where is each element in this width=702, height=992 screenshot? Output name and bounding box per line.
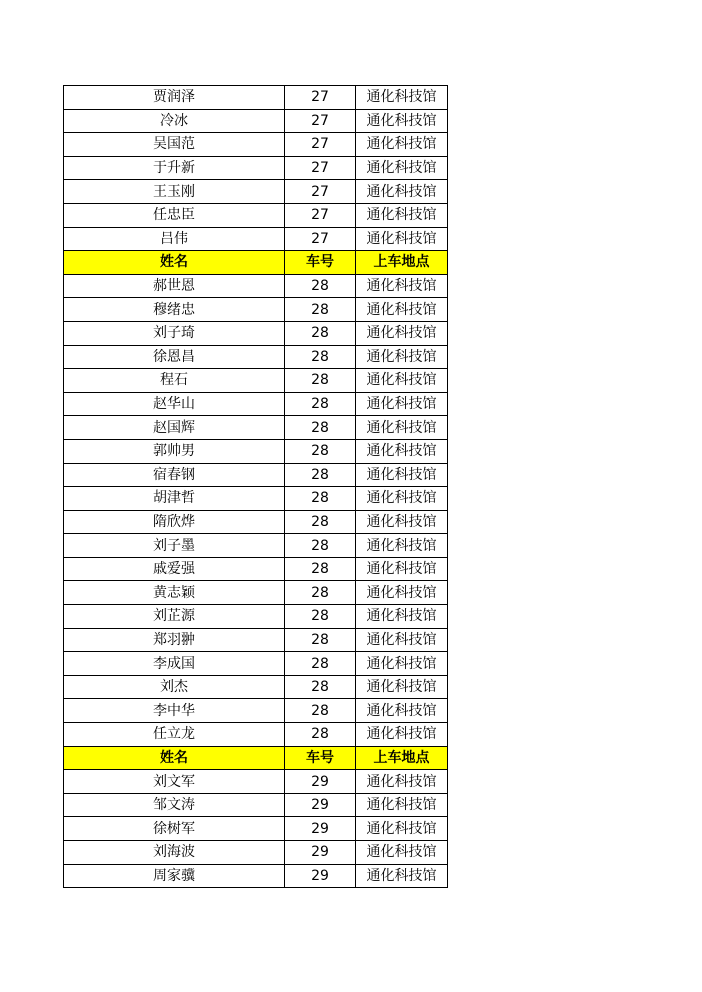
table-row — [64, 864, 448, 888]
name-cell: 郭帅男 — [64, 439, 285, 463]
name-cell: 刘文军 — [64, 770, 285, 794]
boarding-location-cell: 通化科技馆 — [356, 793, 448, 817]
boarding-location-cell: 通化科技馆 — [356, 864, 448, 888]
name-cell: 戚爱强 — [64, 557, 285, 581]
name-cell: 李中华 — [64, 699, 285, 723]
name-cell: 刘海波 — [64, 841, 285, 865]
table-row — [64, 487, 448, 511]
bus-number-cell: 27 — [285, 133, 356, 157]
bus-number-cell: 28 — [285, 628, 356, 652]
header-bus-number-cell: 车号 — [285, 251, 356, 275]
boarding-location-cell: 通化科技馆 — [356, 510, 448, 534]
bus-number-cell: 28 — [285, 487, 356, 511]
name-cell: 任忠臣 — [64, 203, 285, 227]
bus-number-cell: 28 — [285, 274, 356, 298]
name-cell: 王玉刚 — [64, 180, 285, 204]
table-row — [64, 86, 448, 110]
table-row — [64, 534, 448, 558]
bus-number-cell: 27 — [285, 227, 356, 251]
boarding-location-cell: 通化科技馆 — [356, 133, 448, 157]
boarding-location-cell: 通化科技馆 — [356, 652, 448, 676]
bus-number-cell: 28 — [285, 605, 356, 629]
bus-number-cell: 28 — [285, 675, 356, 699]
bus-number-cell: 28 — [285, 581, 356, 605]
bus-number-cell: 29 — [285, 864, 356, 888]
table-row — [64, 793, 448, 817]
table-row — [64, 841, 448, 865]
boarding-location-cell: 通化科技馆 — [356, 227, 448, 251]
name-cell: 刘杰 — [64, 675, 285, 699]
header-name-cell: 姓名 — [64, 746, 285, 770]
table-row — [64, 723, 448, 747]
boarding-location-cell: 通化科技馆 — [356, 180, 448, 204]
bus-number-cell: 28 — [285, 463, 356, 487]
column-header-row — [64, 746, 448, 770]
boarding-location-cell: 通化科技馆 — [356, 463, 448, 487]
boarding-location-cell: 通化科技馆 — [356, 675, 448, 699]
table-row — [64, 770, 448, 794]
name-cell: 刘子墨 — [64, 534, 285, 558]
bus-number-cell: 29 — [285, 817, 356, 841]
bus-number-cell: 28 — [285, 345, 356, 369]
bus-number-cell: 27 — [285, 109, 356, 133]
boarding-location-cell: 通化科技馆 — [356, 699, 448, 723]
boarding-location-cell: 通化科技馆 — [356, 416, 448, 440]
bus-number-cell: 29 — [285, 841, 356, 865]
boarding-location-cell: 通化科技馆 — [356, 392, 448, 416]
table-row — [64, 628, 448, 652]
bus-number-cell: 28 — [285, 510, 356, 534]
bus-number-cell: 28 — [285, 416, 356, 440]
name-cell: 贾润泽 — [64, 86, 285, 110]
table-row — [64, 581, 448, 605]
bus-number-cell: 27 — [285, 86, 356, 110]
bus-number-cell: 28 — [285, 298, 356, 322]
boarding-location-cell: 通化科技馆 — [356, 770, 448, 794]
boarding-location-cell: 通化科技馆 — [356, 109, 448, 133]
boarding-location-cell: 通化科技馆 — [356, 156, 448, 180]
bus-number-cell: 28 — [285, 699, 356, 723]
bus-number-cell: 28 — [285, 369, 356, 393]
name-cell: 吕伟 — [64, 227, 285, 251]
boarding-location-cell: 通化科技馆 — [356, 723, 448, 747]
table-row — [64, 133, 448, 157]
table-row — [64, 180, 448, 204]
name-cell: 徐恩昌 — [64, 345, 285, 369]
boarding-location-cell: 通化科技馆 — [356, 274, 448, 298]
name-cell: 黄志颖 — [64, 581, 285, 605]
table-row — [64, 463, 448, 487]
bus-number-cell: 28 — [285, 652, 356, 676]
boarding-location-cell: 通化科技馆 — [356, 86, 448, 110]
name-cell: 冷冰 — [64, 109, 285, 133]
name-cell: 刘子琦 — [64, 321, 285, 345]
header-name-cell: 姓名 — [64, 251, 285, 275]
passenger-table-body — [64, 86, 448, 888]
name-cell: 刘芷源 — [64, 605, 285, 629]
table-row — [64, 416, 448, 440]
table-row — [64, 321, 448, 345]
boarding-location-cell: 通化科技馆 — [356, 298, 448, 322]
table-row — [64, 109, 448, 133]
name-cell: 隋欣烨 — [64, 510, 285, 534]
table-row — [64, 557, 448, 581]
table-row — [64, 510, 448, 534]
bus-number-cell: 28 — [285, 321, 356, 345]
header-bus-number-cell: 车号 — [285, 746, 356, 770]
name-cell: 任立龙 — [64, 723, 285, 747]
table-row — [64, 392, 448, 416]
boarding-location-cell: 通化科技馆 — [356, 534, 448, 558]
boarding-location-cell: 通化科技馆 — [356, 841, 448, 865]
table-row — [64, 369, 448, 393]
name-cell: 郑羽翀 — [64, 628, 285, 652]
table-row — [64, 298, 448, 322]
header-boarding-location-cell: 上车地点 — [356, 251, 448, 275]
name-cell: 郝世恩 — [64, 274, 285, 298]
bus-number-cell: 28 — [285, 439, 356, 463]
name-cell: 赵华山 — [64, 392, 285, 416]
table-row — [64, 675, 448, 699]
bus-number-cell: 28 — [285, 723, 356, 747]
boarding-location-cell: 通化科技馆 — [356, 203, 448, 227]
table-row — [64, 652, 448, 676]
bus-number-cell: 27 — [285, 180, 356, 204]
bus-number-cell: 27 — [285, 203, 356, 227]
boarding-location-cell: 通化科技馆 — [356, 581, 448, 605]
name-cell: 吴国范 — [64, 133, 285, 157]
bus-number-cell: 28 — [285, 392, 356, 416]
boarding-location-cell: 通化科技馆 — [356, 345, 448, 369]
column-header-row — [64, 251, 448, 275]
boarding-location-cell: 通化科技馆 — [356, 557, 448, 581]
table-row — [64, 203, 448, 227]
passenger-table — [63, 85, 448, 888]
boarding-location-cell: 通化科技馆 — [356, 487, 448, 511]
table-row — [64, 699, 448, 723]
header-boarding-location-cell: 上车地点 — [356, 746, 448, 770]
name-cell: 宿春钢 — [64, 463, 285, 487]
name-cell: 穆绪忠 — [64, 298, 285, 322]
name-cell: 徐树军 — [64, 817, 285, 841]
boarding-location-cell: 通化科技馆 — [356, 817, 448, 841]
table-row — [64, 439, 448, 463]
bus-number-cell: 28 — [285, 534, 356, 558]
table-row — [64, 817, 448, 841]
table-row — [64, 345, 448, 369]
boarding-location-cell: 通化科技馆 — [356, 439, 448, 463]
table-row — [64, 274, 448, 298]
name-cell: 赵国辉 — [64, 416, 285, 440]
boarding-location-cell: 通化科技馆 — [356, 628, 448, 652]
name-cell: 周家骥 — [64, 864, 285, 888]
name-cell: 邹文涛 — [64, 793, 285, 817]
table-row — [64, 156, 448, 180]
boarding-location-cell: 通化科技馆 — [356, 321, 448, 345]
name-cell: 程石 — [64, 369, 285, 393]
table-row — [64, 227, 448, 251]
boarding-location-cell: 通化科技馆 — [356, 605, 448, 629]
boarding-location-cell: 通化科技馆 — [356, 369, 448, 393]
bus-number-cell: 29 — [285, 793, 356, 817]
name-cell: 胡津哲 — [64, 487, 285, 511]
name-cell: 于升新 — [64, 156, 285, 180]
bus-number-cell: 29 — [285, 770, 356, 794]
name-cell: 李成国 — [64, 652, 285, 676]
bus-number-cell: 27 — [285, 156, 356, 180]
bus-number-cell: 28 — [285, 557, 356, 581]
table-row — [64, 605, 448, 629]
